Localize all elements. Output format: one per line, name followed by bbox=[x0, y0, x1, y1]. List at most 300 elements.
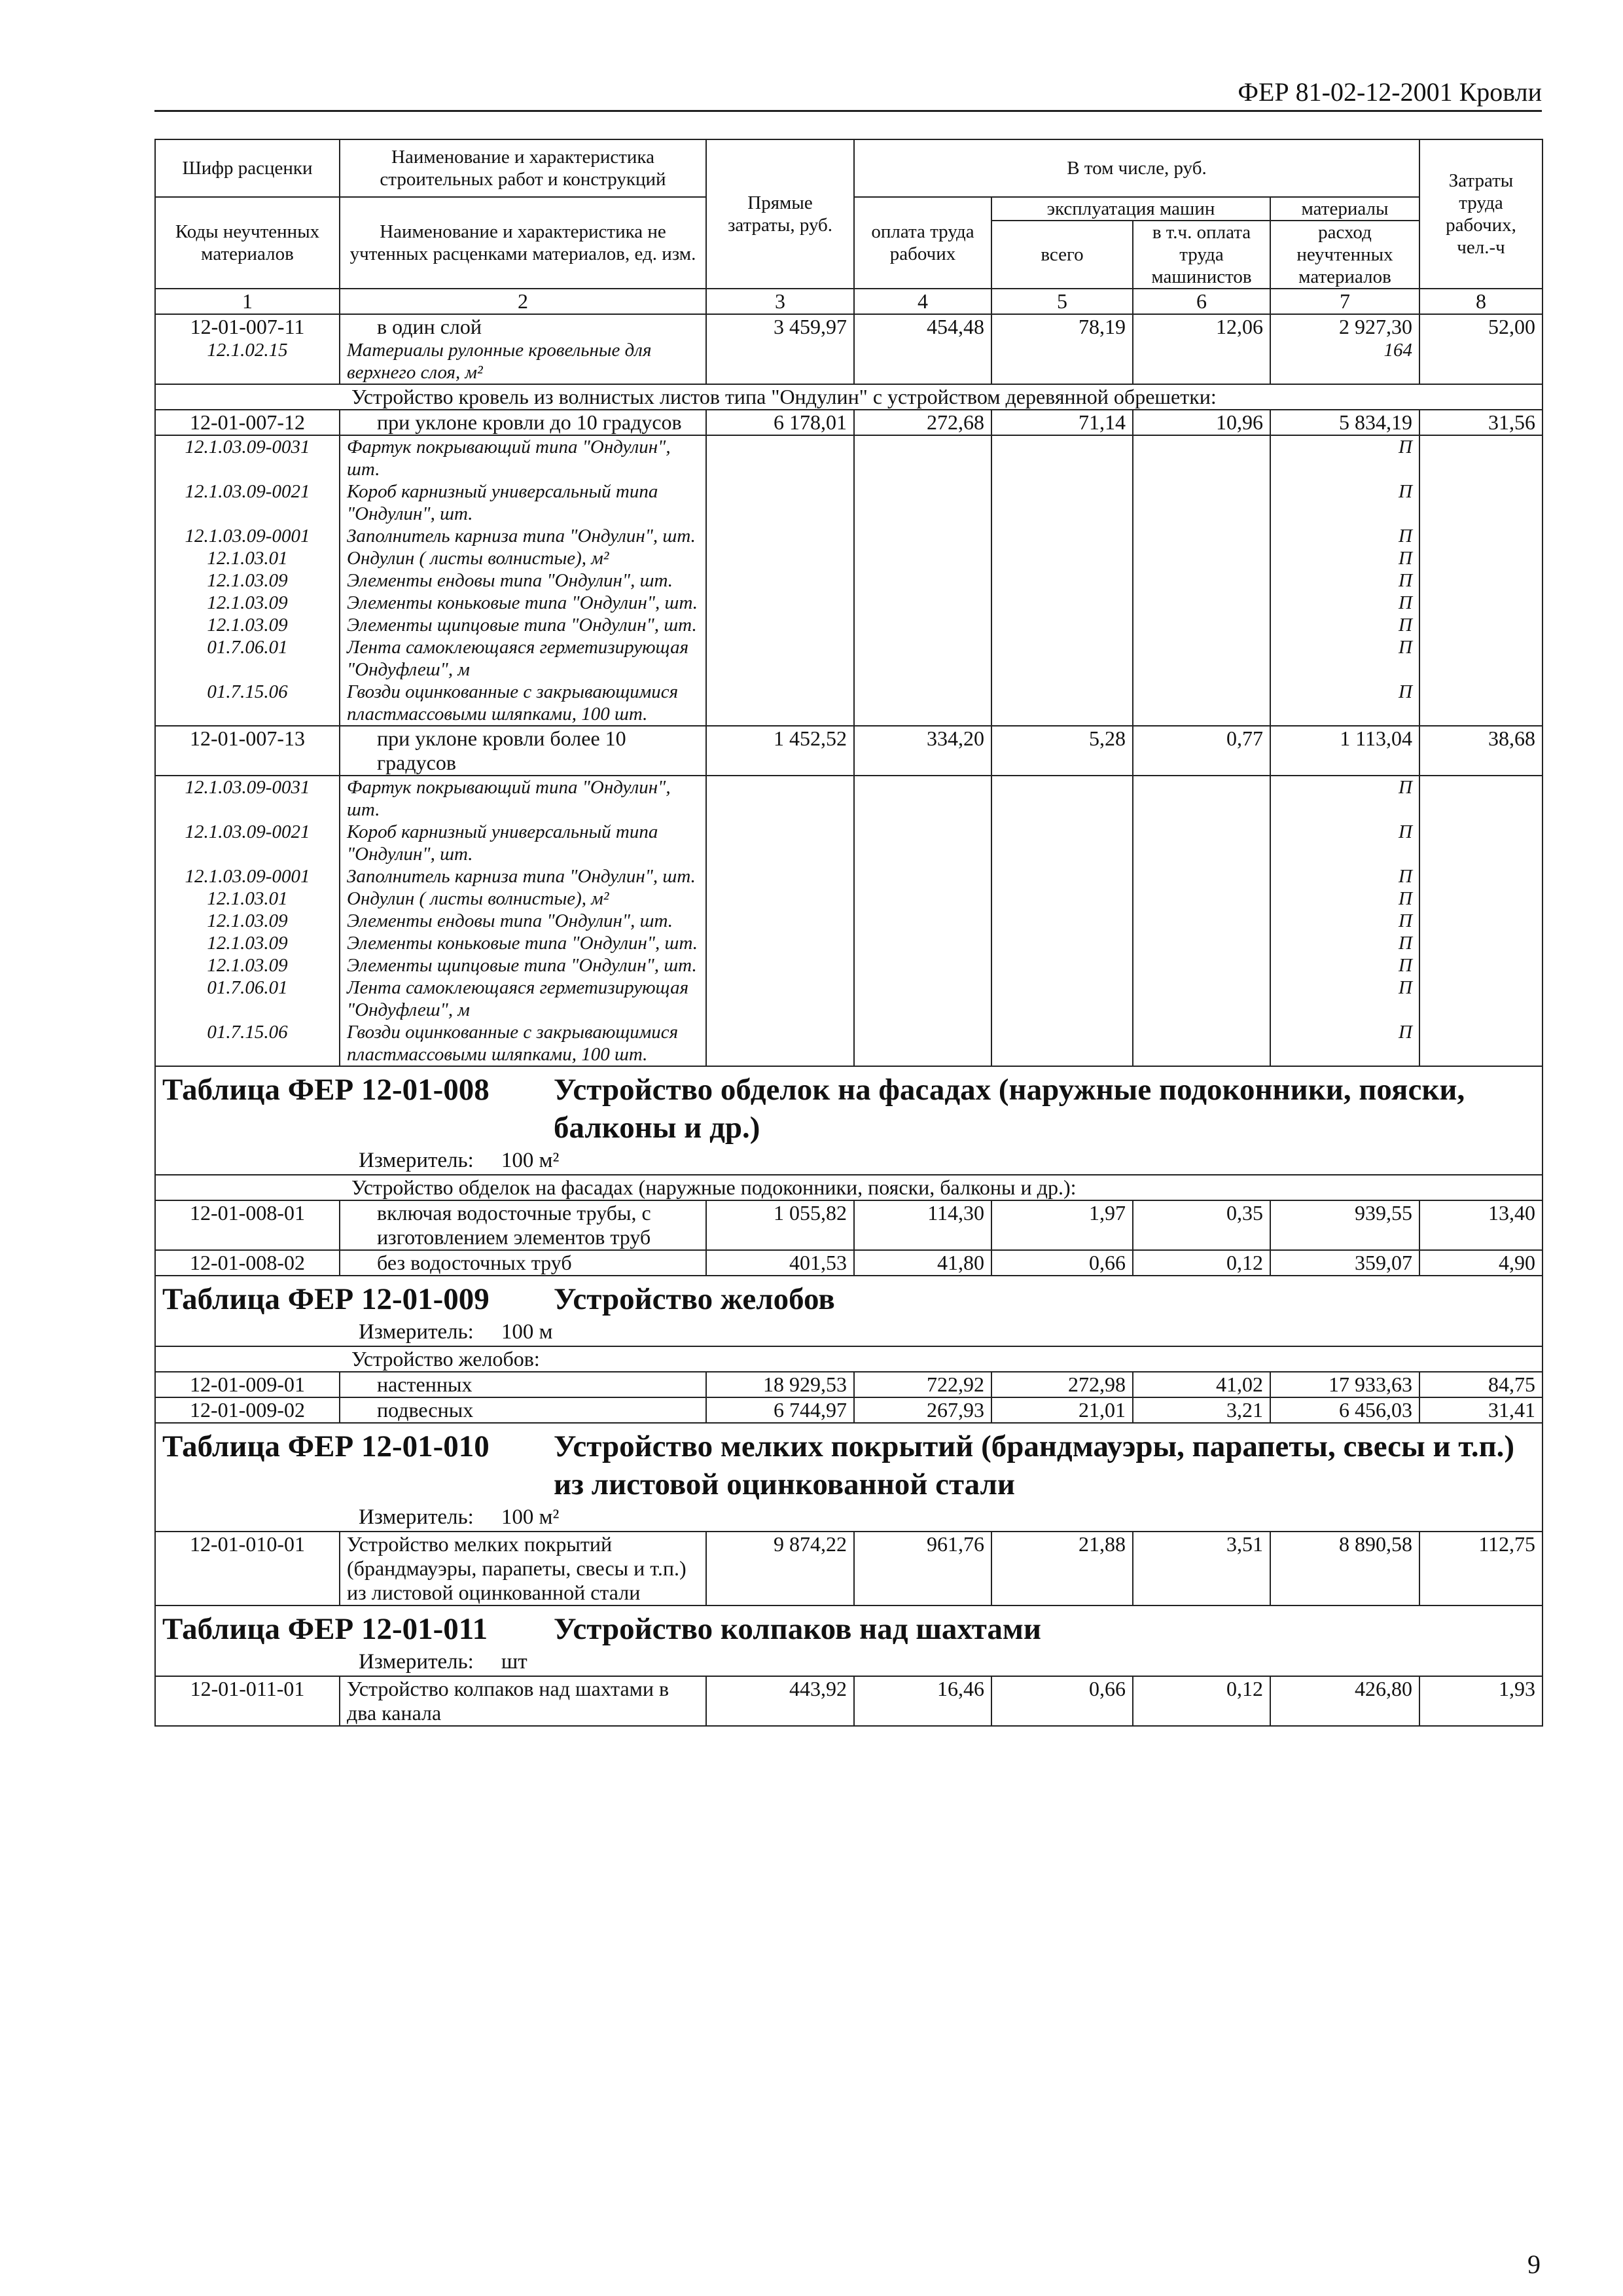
material-name: Гвозди оцинкованные с закрывающимися пластмассовыми шляпками, 100 шт. bbox=[340, 681, 706, 726]
material-empty bbox=[1133, 821, 1270, 865]
rate-machines: 0,66 bbox=[991, 1676, 1133, 1726]
material-name: Элементы ендовы типа "Ондулин", шт. bbox=[340, 569, 706, 592]
material-empty bbox=[706, 954, 854, 977]
rate-wage: 961,76 bbox=[854, 1532, 991, 1605]
material-empty bbox=[706, 888, 854, 910]
material-qty: П bbox=[1270, 480, 1419, 525]
rate-machines: 272,98 bbox=[991, 1372, 1133, 1397]
table-number: Таблица ФЕР 12-01-008 bbox=[162, 1073, 490, 1107]
material-empty bbox=[991, 977, 1133, 1021]
material-qty: П bbox=[1270, 547, 1419, 569]
material-empty bbox=[706, 592, 854, 614]
material-row bbox=[155, 954, 1543, 977]
material-empty bbox=[706, 480, 854, 525]
material-empty bbox=[706, 910, 854, 932]
material-qty: П bbox=[1270, 636, 1419, 681]
rate-labor: 1,93 bbox=[1419, 1676, 1543, 1726]
rate-materials: 17 933,63 bbox=[1270, 1372, 1419, 1397]
material-code: 12.1.03.09 bbox=[155, 569, 340, 592]
rate-code bbox=[155, 314, 340, 384]
table-12-01-011-measure bbox=[155, 1648, 1543, 1676]
material-name: Элементы коньковые типа "Ондулин", шт. bbox=[340, 592, 706, 614]
rate-machines: 21,88 bbox=[991, 1532, 1133, 1605]
material-code: 01.7.15.06 bbox=[155, 1021, 340, 1066]
material-empty bbox=[1419, 865, 1543, 888]
material-name: Элементы щипцовые типа "Ондулин", шт. bbox=[340, 954, 706, 977]
material-empty bbox=[1419, 681, 1543, 726]
rate-code: 12-01-010-01 bbox=[155, 1532, 340, 1605]
material-empty bbox=[991, 480, 1133, 525]
rate-materials-text: 2 927,30 bbox=[1339, 315, 1412, 338]
measure-unit: 100 м bbox=[501, 1320, 553, 1344]
col-number: 7 bbox=[1270, 289, 1419, 314]
table-heading bbox=[155, 1605, 1543, 1648]
rate-row-12-01-007-13 bbox=[155, 726, 1543, 776]
material-row bbox=[155, 614, 1543, 636]
material-qty: П bbox=[1270, 910, 1419, 932]
material-row bbox=[155, 865, 1543, 888]
material-name: Фартук покрывающий типа "Ондулин", шт. bbox=[340, 776, 706, 821]
material-empty bbox=[1419, 932, 1543, 954]
section-ondulin bbox=[155, 384, 1543, 410]
rate-materials: 5 834,19 bbox=[1270, 410, 1419, 435]
rate-code: 12-01-007-13 bbox=[155, 726, 340, 776]
material-empty bbox=[991, 888, 1133, 910]
table-number: Таблица ФЕР 12-01-010 bbox=[162, 1429, 490, 1463]
material-code: 12.1.03.09 bbox=[155, 932, 340, 954]
material-qty: П bbox=[1270, 888, 1419, 910]
measure-label: Измеритель: bbox=[359, 1505, 474, 1529]
col-labor-header: Затраты труда рабочих, чел.-ч bbox=[1419, 139, 1543, 289]
material-empty bbox=[854, 776, 991, 821]
rate-machines-wage: 10,96 bbox=[1133, 410, 1270, 435]
material-code: 12.1.03.09 bbox=[155, 910, 340, 932]
rate-machines: 21,01 bbox=[991, 1397, 1133, 1423]
material-empty bbox=[854, 435, 991, 480]
material-qty: П bbox=[1270, 954, 1419, 977]
material-empty bbox=[1133, 592, 1270, 614]
material-code: 12.1.03.09-0001 bbox=[155, 865, 340, 888]
col-code2-header: Коды неучтенных материалов bbox=[155, 197, 340, 289]
col-materials-header: материалы bbox=[1270, 197, 1419, 221]
material-empty bbox=[854, 569, 991, 592]
measure-unit: 100 м² bbox=[501, 1505, 560, 1529]
table-title: Устройство желобов bbox=[554, 1282, 835, 1316]
table-measure bbox=[155, 1147, 1543, 1175]
material-empty bbox=[854, 592, 991, 614]
material-qty: П bbox=[1270, 932, 1419, 954]
rate-row-12-01-010-01 bbox=[155, 1532, 1543, 1605]
section-008 bbox=[155, 1175, 1543, 1200]
material-empty bbox=[1133, 480, 1270, 525]
material-empty bbox=[1133, 547, 1270, 569]
material-empty bbox=[991, 910, 1133, 932]
rate-name-text: подвесных bbox=[377, 1398, 474, 1422]
table-heading bbox=[155, 1423, 1543, 1503]
rate-row-12-01-008-01 bbox=[155, 1200, 1543, 1250]
material-empty bbox=[991, 681, 1133, 726]
material-empty bbox=[1133, 888, 1270, 910]
rate-name bbox=[340, 1372, 706, 1397]
rate-direct-cost: 1 452,52 bbox=[706, 726, 854, 776]
material-code: 12.1.03.09 bbox=[155, 614, 340, 636]
material-qty: П bbox=[1270, 592, 1419, 614]
col-number: 2 bbox=[340, 289, 706, 314]
material-empty bbox=[706, 435, 854, 480]
rate-labor: 84,75 bbox=[1419, 1372, 1543, 1397]
material-row bbox=[155, 592, 1543, 614]
material-empty bbox=[854, 910, 991, 932]
table-12-01-008-measure bbox=[155, 1147, 1543, 1175]
material-empty bbox=[854, 932, 991, 954]
col-mach-wage-header: в т.ч. оплата труда машинистов bbox=[1133, 221, 1270, 289]
material-empty bbox=[1419, 592, 1543, 614]
rate-direct-cost: 1 055,82 bbox=[706, 1200, 854, 1250]
rate-machines-wage: 3,21 bbox=[1133, 1397, 1270, 1423]
col-machines-header: эксплуатация машин bbox=[991, 197, 1270, 221]
measure-unit: 100 м² bbox=[501, 1149, 560, 1172]
table-title: Устройство мелких покрытий (брандмауэры, парапеты, свесы и т.п.) из листовой оцинкованной стали bbox=[554, 1429, 1515, 1501]
material-empty bbox=[1133, 569, 1270, 592]
page-number: 9 bbox=[1527, 2250, 1541, 2279]
material-empty bbox=[1133, 435, 1270, 480]
rate-direct-cost: 401,53 bbox=[706, 1250, 854, 1276]
material-empty bbox=[706, 977, 854, 1021]
material-empty bbox=[1419, 910, 1543, 932]
rate-machines-wage: 12,06 bbox=[1133, 314, 1270, 384]
material-name: Заполнитель карниза типа "Ондулин", шт. bbox=[340, 865, 706, 888]
rate-wage: 16,46 bbox=[854, 1676, 991, 1726]
material-code: 01.7.06.01 bbox=[155, 636, 340, 681]
rate-name bbox=[340, 1532, 706, 1605]
rate-materials bbox=[1270, 314, 1419, 384]
rate-machines-wage: 3,51 bbox=[1133, 1532, 1270, 1605]
material-code: 12.1.03.09-0021 bbox=[155, 480, 340, 525]
material-empty bbox=[854, 681, 991, 726]
material-empty bbox=[706, 547, 854, 569]
col-number: 4 bbox=[854, 289, 991, 314]
material-empty bbox=[854, 977, 991, 1021]
rate-name bbox=[340, 726, 706, 776]
col-code-header: Шифр расценки bbox=[155, 139, 340, 197]
material-name: Короб карнизный универсальный типа "Ондулин", шт. bbox=[340, 480, 706, 525]
material-empty bbox=[1419, 954, 1543, 977]
rate-direct-cost: 18 929,53 bbox=[706, 1372, 854, 1397]
rate-wage: 267,93 bbox=[854, 1397, 991, 1423]
material-row bbox=[155, 776, 1543, 821]
rate-direct-cost: 6 178,01 bbox=[706, 410, 854, 435]
rate-materials: 359,07 bbox=[1270, 1250, 1419, 1276]
section-title: Устройство желобов: bbox=[340, 1346, 1543, 1372]
column-numbers-row bbox=[155, 289, 1543, 314]
material-empty bbox=[1133, 977, 1270, 1021]
rate-code: 12-01-011-01 bbox=[155, 1676, 340, 1726]
material-qty: П bbox=[1270, 776, 1419, 821]
rate-name bbox=[340, 1676, 706, 1726]
measure-unit: шт bbox=[501, 1650, 527, 1674]
rate-wage: 334,20 bbox=[854, 726, 991, 776]
rate-name-text: Устройство колпаков над шахтами в два канала bbox=[347, 1677, 669, 1725]
rate-machines: 71,14 bbox=[991, 410, 1133, 435]
material-name: Ондулин ( листы волнистые), м² bbox=[340, 547, 706, 569]
material-row bbox=[155, 910, 1543, 932]
material-empty bbox=[1419, 776, 1543, 821]
material-qty: П bbox=[1270, 569, 1419, 592]
rate-name bbox=[340, 410, 706, 435]
material-row bbox=[155, 547, 1543, 569]
rate-materials: 426,80 bbox=[1270, 1676, 1419, 1726]
material-empty bbox=[1419, 547, 1543, 569]
material-code: 12.1.03.01 bbox=[155, 547, 340, 569]
table-12-01-009-measure bbox=[155, 1318, 1543, 1346]
rate-labor: 31,56 bbox=[1419, 410, 1543, 435]
material-row bbox=[155, 569, 1543, 592]
col-mach-total-header: всего bbox=[991, 221, 1133, 289]
material-empty bbox=[1133, 614, 1270, 636]
table-heading bbox=[155, 1276, 1543, 1318]
rate-machines: 1,97 bbox=[991, 1200, 1133, 1250]
material-qty: П bbox=[1270, 1021, 1419, 1066]
material-empty bbox=[1133, 910, 1270, 932]
measure-label: Измеритель: bbox=[359, 1320, 474, 1344]
rate-machines: 0,66 bbox=[991, 1250, 1133, 1276]
material-empty bbox=[991, 569, 1133, 592]
material-empty bbox=[854, 954, 991, 977]
material-empty bbox=[1419, 1021, 1543, 1066]
section-title: Устройство кровель из волнистых листов типа "Ондулин" с устройством деревянной обрешетки: bbox=[340, 384, 1543, 410]
material-empty bbox=[1419, 614, 1543, 636]
material-name: Материалы рулонные кровельные для верхнего слоя, м² bbox=[347, 340, 652, 383]
material-code: 12.1.02.15 bbox=[207, 340, 288, 361]
material-empty bbox=[1133, 1021, 1270, 1066]
material-empty bbox=[1419, 525, 1543, 547]
material-empty bbox=[1133, 681, 1270, 726]
running-header bbox=[154, 77, 1542, 112]
rate-row-12-01-007-12 bbox=[155, 410, 1543, 435]
header-title: ФЕР 81-02-12-2001 Кровли bbox=[1238, 77, 1542, 107]
rate-name-text: Устройство мелких покрытий (брандмауэры, парапеты, свесы и т.п.) из листовой оцинкованной стали bbox=[347, 1532, 687, 1604]
rate-name bbox=[340, 1250, 706, 1276]
table-12-01-009 bbox=[155, 1276, 1543, 1318]
material-empty bbox=[854, 888, 991, 910]
material-code: 12.1.03.09 bbox=[155, 592, 340, 614]
rate-name-text: без водосточных труб bbox=[377, 1251, 572, 1274]
material-qty: П bbox=[1270, 525, 1419, 547]
material-empty bbox=[854, 1021, 991, 1066]
rate-machines-wage: 0,12 bbox=[1133, 1676, 1270, 1726]
material-name: Лента самоклеющаяся герметизирующая "Ондуфлеш", м bbox=[340, 977, 706, 1021]
material-empty bbox=[854, 547, 991, 569]
material-code: 12.1.03.09 bbox=[155, 954, 340, 977]
material-empty bbox=[1419, 636, 1543, 681]
rate-code-text: 12-01-007-11 bbox=[190, 315, 305, 338]
rate-row-12-01-009-01 bbox=[155, 1372, 1543, 1397]
material-empty bbox=[991, 776, 1133, 821]
material-empty bbox=[854, 821, 991, 865]
rate-machines-wage: 0,12 bbox=[1133, 1250, 1270, 1276]
rate-name-text: при уклоне кровли более 10 градусов bbox=[377, 726, 626, 774]
table-title: Устройство колпаков над шахтами bbox=[554, 1612, 1042, 1646]
table-number: Таблица ФЕР 12-01-011 bbox=[162, 1612, 488, 1646]
material-empty bbox=[854, 865, 991, 888]
rate-labor: 4,90 bbox=[1419, 1250, 1543, 1276]
rate-direct-cost: 3 459,97 bbox=[706, 314, 854, 384]
measure-label: Измеритель: bbox=[359, 1149, 474, 1172]
col-mat-header: расход неучтенных материалов bbox=[1270, 221, 1419, 289]
rate-labor: 31,41 bbox=[1419, 1397, 1543, 1423]
material-empty bbox=[706, 614, 854, 636]
rate-materials: 1 113,04 bbox=[1270, 726, 1419, 776]
material-row bbox=[155, 480, 1543, 525]
material-empty bbox=[1419, 480, 1543, 525]
material-qty: П bbox=[1270, 977, 1419, 1021]
material-empty bbox=[706, 821, 854, 865]
col-number: 5 bbox=[991, 289, 1133, 314]
material-empty bbox=[1419, 435, 1543, 480]
material-empty bbox=[991, 636, 1133, 681]
section-lead bbox=[155, 1346, 340, 1372]
col-number: 8 bbox=[1419, 289, 1543, 314]
material-code: 01.7.15.06 bbox=[155, 681, 340, 726]
rate-code: 12-01-009-02 bbox=[155, 1397, 340, 1423]
material-name: Короб карнизный универсальный типа "Ондулин", шт. bbox=[340, 821, 706, 865]
rate-code: 12-01-008-02 bbox=[155, 1250, 340, 1276]
material-code: 12.1.03.01 bbox=[155, 888, 340, 910]
col-name-header: Наименование и характеристика строительных работ и конструкций bbox=[340, 139, 706, 197]
material-code: 01.7.06.01 bbox=[155, 977, 340, 1021]
material-row bbox=[155, 821, 1543, 865]
material-row bbox=[155, 977, 1543, 1021]
rate-row-12-01-008-02 bbox=[155, 1250, 1543, 1276]
table-measure bbox=[155, 1648, 1543, 1676]
rate-machines: 5,28 bbox=[991, 726, 1133, 776]
material-empty bbox=[1133, 636, 1270, 681]
rate-materials: 8 890,58 bbox=[1270, 1532, 1419, 1605]
material-code: 12.1.03.09-0031 bbox=[155, 435, 340, 480]
material-empty bbox=[1133, 865, 1270, 888]
rate-machines: 78,19 bbox=[991, 314, 1133, 384]
rate-code: 12-01-007-12 bbox=[155, 410, 340, 435]
rate-code: 12-01-009-01 bbox=[155, 1372, 340, 1397]
material-empty bbox=[991, 435, 1133, 480]
material-empty bbox=[706, 569, 854, 592]
material-empty bbox=[991, 525, 1133, 547]
col-name2-header: Наименование и характеристика не учтенных расценками материалов, ед. изм. bbox=[340, 197, 706, 289]
rate-name-text: включая водосточные трубы, с изготовлением элементов труб bbox=[377, 1201, 651, 1249]
measure-label: Измеритель: bbox=[359, 1650, 474, 1674]
material-empty bbox=[1133, 776, 1270, 821]
header-row-1 bbox=[155, 139, 1543, 197]
material-empty bbox=[991, 1021, 1133, 1066]
rate-machines-wage: 0,77 bbox=[1133, 726, 1270, 776]
material-qty: П bbox=[1270, 614, 1419, 636]
section-009 bbox=[155, 1346, 1543, 1372]
rate-direct-cost: 9 874,22 bbox=[706, 1532, 854, 1605]
material-qty: П bbox=[1270, 681, 1419, 726]
material-qty: П bbox=[1270, 821, 1419, 865]
rate-materials: 939,55 bbox=[1270, 1200, 1419, 1250]
col-wage-header: оплата труда рабочих bbox=[854, 197, 991, 289]
material-name: Ондулин ( листы волнистые), м² bbox=[340, 888, 706, 910]
rate-name bbox=[340, 314, 706, 384]
table-12-01-010-measure bbox=[155, 1503, 1543, 1532]
material-name: Лента самоклеющаяся герметизирующая "Ондуфлеш", м bbox=[340, 636, 706, 681]
material-empty bbox=[854, 636, 991, 681]
rate-labor: 112,75 bbox=[1419, 1532, 1543, 1605]
table-12-01-011 bbox=[155, 1605, 1543, 1648]
material-row bbox=[155, 888, 1543, 910]
material-code: 12.1.03.09-0001 bbox=[155, 525, 340, 547]
col-number: 3 bbox=[706, 289, 854, 314]
material-empty bbox=[991, 592, 1133, 614]
rate-name-text: при уклоне кровли до 10 градусов bbox=[377, 410, 682, 434]
material-code: 12.1.03.09-0021 bbox=[155, 821, 340, 865]
rate-row-12-01-009-02 bbox=[155, 1397, 1543, 1423]
rate-direct-cost: 443,92 bbox=[706, 1676, 854, 1726]
rate-machines-wage: 41,02 bbox=[1133, 1372, 1270, 1397]
material-empty bbox=[854, 614, 991, 636]
rate-wage: 454,48 bbox=[854, 314, 991, 384]
table-number: Таблица ФЕР 12-01-009 bbox=[162, 1282, 490, 1316]
rate-labor: 38,68 bbox=[1419, 726, 1543, 776]
col-number: 1 bbox=[155, 289, 340, 314]
table-heading bbox=[155, 1066, 1543, 1147]
material-empty bbox=[706, 636, 854, 681]
material-empty bbox=[854, 480, 991, 525]
section-lead bbox=[155, 384, 340, 410]
material-name: Фартук покрывающий типа "Ондулин", шт. bbox=[340, 435, 706, 480]
material-empty bbox=[991, 932, 1133, 954]
material-row bbox=[155, 636, 1543, 681]
rate-name-text: в один слой bbox=[377, 315, 482, 338]
material-name: Элементы коньковые типа "Ондулин", шт. bbox=[340, 932, 706, 954]
material-row bbox=[155, 932, 1543, 954]
rate-machines-wage: 0,35 bbox=[1133, 1200, 1270, 1250]
material-empty bbox=[991, 821, 1133, 865]
material-empty bbox=[991, 954, 1133, 977]
table-measure bbox=[155, 1318, 1543, 1346]
rate-materials: 6 456,03 bbox=[1270, 1397, 1419, 1423]
material-row bbox=[155, 525, 1543, 547]
material-name: Заполнитель карниза типа "Ондулин", шт. bbox=[340, 525, 706, 547]
material-empty bbox=[706, 681, 854, 726]
rate-direct-cost: 6 744,97 bbox=[706, 1397, 854, 1423]
rate-wage: 272,68 bbox=[854, 410, 991, 435]
material-empty bbox=[1419, 977, 1543, 1021]
rate-row-12-01-007-11 bbox=[155, 314, 1543, 384]
material-row bbox=[155, 435, 1543, 480]
material-empty bbox=[991, 865, 1133, 888]
material-empty bbox=[706, 1021, 854, 1066]
material-qty: П bbox=[1270, 435, 1419, 480]
material-name: Гвозди оцинкованные с закрывающимися пластмассовыми шляпками, 100 шт. bbox=[340, 1021, 706, 1066]
material-qty: 164 bbox=[1383, 340, 1412, 361]
col-number: 6 bbox=[1133, 289, 1270, 314]
rate-name-text: настенных bbox=[377, 1372, 473, 1396]
rate-labor: 13,40 bbox=[1419, 1200, 1543, 1250]
material-code: 12.1.03.09-0031 bbox=[155, 776, 340, 821]
rate-wage: 114,30 bbox=[854, 1200, 991, 1250]
material-empty bbox=[706, 865, 854, 888]
material-empty bbox=[1419, 569, 1543, 592]
material-empty bbox=[706, 776, 854, 821]
material-empty bbox=[854, 525, 991, 547]
material-name: Элементы щипцовые типа "Ондулин", шт. bbox=[340, 614, 706, 636]
table-12-01-010 bbox=[155, 1423, 1543, 1503]
material-empty bbox=[991, 614, 1133, 636]
rate-labor: 52,00 bbox=[1419, 314, 1543, 384]
material-empty bbox=[1419, 821, 1543, 865]
